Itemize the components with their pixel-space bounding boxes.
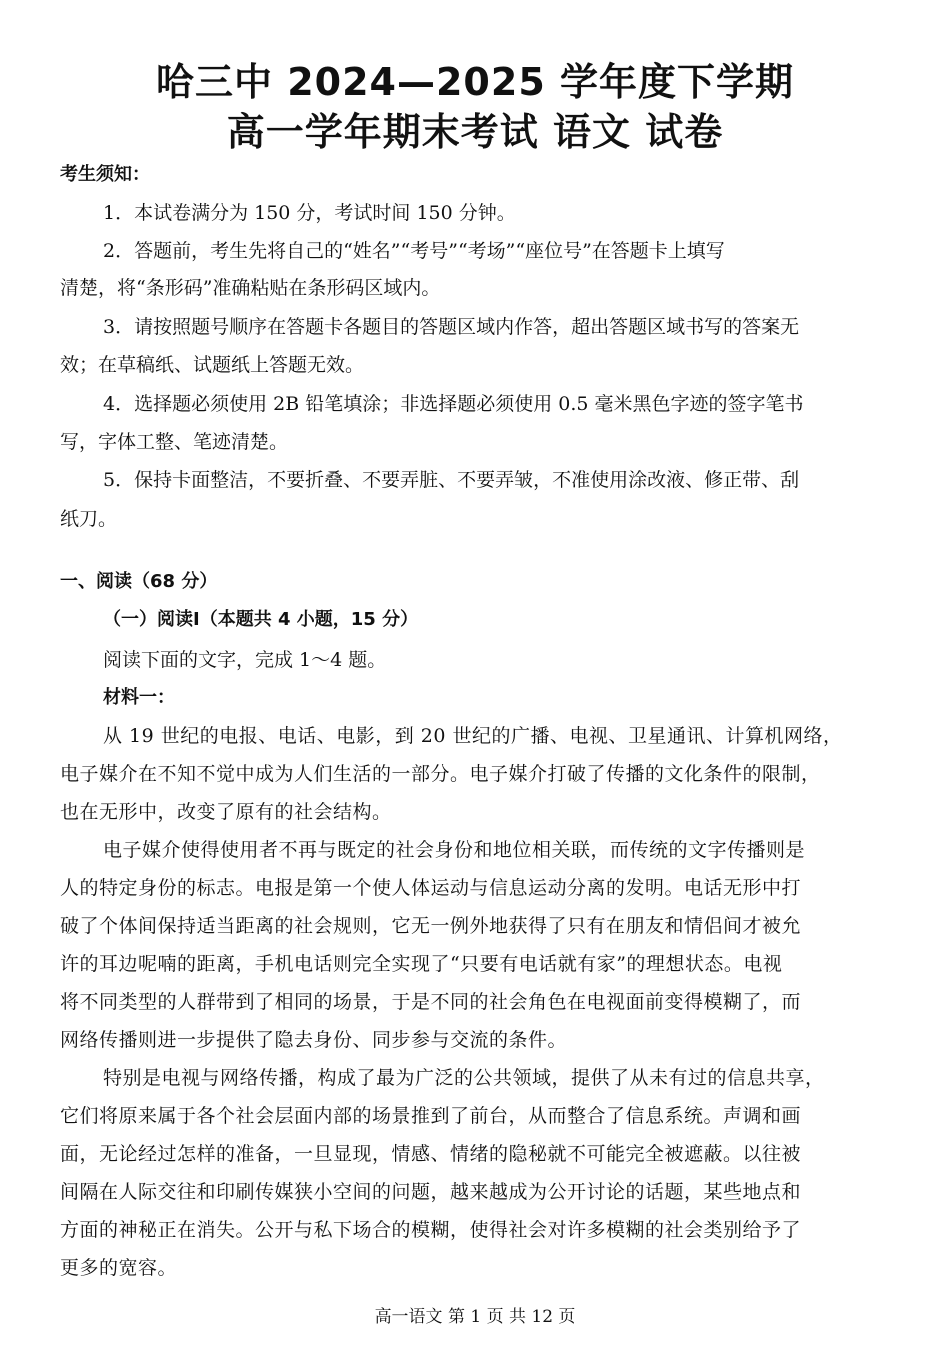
notice-line: 写，字体工整、笔迹清楚。 <box>60 431 289 453</box>
passage-line: 人的特定身份的标志。电报是第一个使人体运动与信息运动分离的发明。电话无形中打 <box>60 877 802 899</box>
notice-line: 效；在草稿纸、试题纸上答题无效。 <box>60 354 365 376</box>
notice-heading: 考生须知： <box>60 164 150 185</box>
material-label: 材料一： <box>103 687 175 708</box>
passage-line: 网络传播则进一步提供了隐去身份、同步参与交流的条件。 <box>60 1029 568 1051</box>
notice-line: 3．请按照题号顺序在答题卡各题目的答题区域内作答，超出答题区域书写的答案无 <box>103 316 800 338</box>
notice-line: 2．答题前，考生先将自己的“姓名”“考号”“考场”“座位号”在答题卡上填写 <box>103 240 725 262</box>
passage-line: 间隔在人际交往和印刷传媒狭小空间的问题，越来越成为公开讨论的话题，某些地点和 <box>60 1181 802 1203</box>
exam-title-line1: 哈三中 2024—2025 学年度下学期 <box>156 60 794 104</box>
page-footer: 高一语文 第 1 页 共 12 页 <box>374 1307 576 1327</box>
passage-line: 特别是电视与网络传播，构成了最为广泛的公共领域，提供了从未有过的信息共享， <box>103 1067 825 1089</box>
notice-line: 纸刀。 <box>60 508 118 530</box>
passage-line: 许的耳边呢喃的距离，手机电话则完全实现了“只要有电话就有家”的理想状态。电视 <box>60 953 783 975</box>
notice-line: 5．保持卡面整洁，不要折叠、不要弄脏、不要弄皱，不准使用涂改液、修正带、刮 <box>103 469 800 491</box>
passage-line: 更多的宽容。 <box>60 1257 178 1279</box>
passage-line: 破了个体间保持适当距离的社会规则，它无一例外地获得了只有在朋友和情侣间才被允 <box>60 915 802 937</box>
sub-section-heading: （一）阅读Ⅰ（本题共 4 小题，15 分） <box>103 609 419 630</box>
exam-title-line2: 高一学年期末考试 语文 试卷 <box>226 110 724 154</box>
passage-line: 也在无形中，改变了原有的社会结构。 <box>60 801 392 823</box>
passage-line: 面，无论经过怎样的准备，一旦显现，情感、情绪的隐秘就不可能完全被遮蔽。以往被 <box>60 1143 802 1165</box>
section-heading: 一、阅读（68 分） <box>60 571 218 592</box>
passage-line: 从 19 世纪的电报、电话、电影，到 20 世纪的广播、电视、卫星通讯、计算机网络， <box>103 725 843 747</box>
passage-line: 将不同类型的人群带到了相同的场景，于是不同的社会角色在电视面前变得模糊了，而 <box>60 991 802 1013</box>
passage-line: 电子媒介在不知不觉中成为人们生活的一部分。电子媒介打破了传播的文化条件的限制， <box>60 763 821 785</box>
reading-instruction: 阅读下面的文字，完成 1～4 题。 <box>103 649 387 671</box>
notice-line: 清楚，将“条形码”准确粘贴在条形码区域内。 <box>60 277 441 299</box>
notice-line: 1．本试卷满分为 150 分，考试时间 150 分钟。 <box>103 202 516 224</box>
notice-line: 4．选择题必须使用 2B 铅笔填涂；非选择题必须使用 0.5 毫米黑色字迹的签字笔书 <box>103 393 804 415</box>
passage-line: 电子媒介使得使用者不再与既定的社会身份和地位相关联，而传统的文字传播则是 <box>103 839 806 861</box>
passage-line: 它们将原来属于各个社会层面内部的场景推到了前台，从而整合了信息系统。声调和画 <box>60 1105 802 1127</box>
passage-line: 方面的神秘正在消失。公开与私下场合的模糊，使得社会对许多模糊的社会类别给予了 <box>60 1219 802 1241</box>
